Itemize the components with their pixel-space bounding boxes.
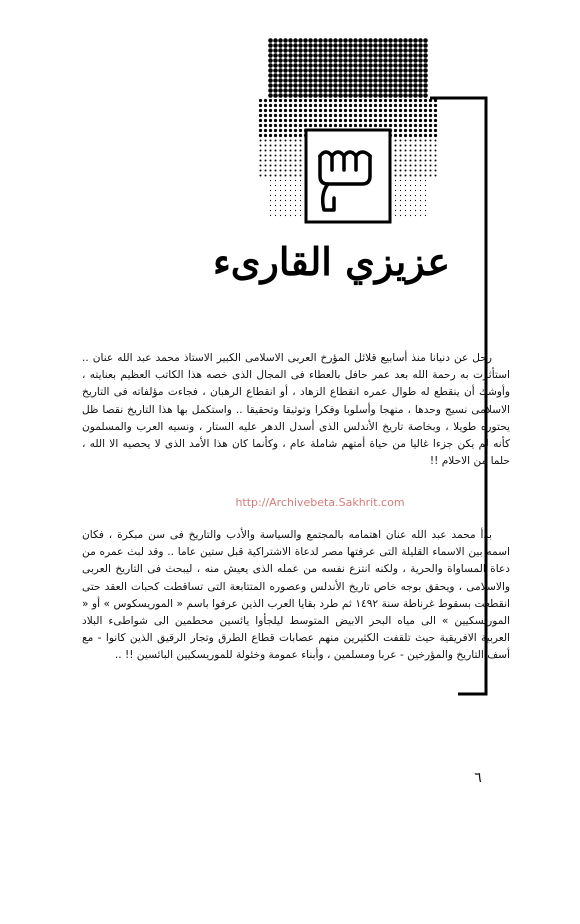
page-number: ٦ bbox=[474, 770, 482, 786]
article-paragraph-2 bbox=[82, 527, 510, 665]
paragraph-text: رحل عن دنيانا منذ أسابيع قلائل المؤرخ العربى الاسلامى الكبير الاستاذ محمد عبد الله عنان .. استأثرت به رحمة الله بعد عمر حافل بالعطاء فى المجال الذى خصه هذا الكاتب العظيم بعنايته ، وأوشك أن ينقطع له طوال عمره انقطاع الزهاد ، أو انقطاع الرهبان ، فجاءت مؤلفاته فى التاريخ الاسلامى نسيج وحدها ، منهجا وأسلوبا وفكرا وتوثيقا وتحقيقا .. واستكمل بها هذا التاريخ نقصا ظل يحتوره طويلا ، وبخاصة تاريخ الأندلس الذى أسدل الدهر عليه الستار ، ونسيه العرب والمسلمون كأنه لم يكن جزءا غاليا من حياة أمتهم شاملة عام ، وكأنما كان هذا الأمد الذى لا يحصيه الا الله ، حلما من الاحلام !! bbox=[82, 352, 510, 468]
page-title: عزيزي القارىء bbox=[212, 239, 450, 284]
paragraph-text: بدأ محمد عبد الله عنان اهتمامه بالمجتمع والسياسة والأدب والتاريخ فى سن مبكرة ، فكان اسمه بين الاسماء القليلة التى عرفتها مصر لدعاة الاشتراكية قبل ستين عاما .. وقد لبث عمره من دعاة المساواة والحرية ، ولكنه انتزع نفسه من عمله الذى يعيش منه ، ليبحث فى التاريخ العربى والاسلامى ، ويحقق بوجه خاص تاريخ الأندلس وعصوره المتتابعة التى تساقطت كحبات العقد حتى انقطعت بسقوط غرناطة سنة ١٤٩٢ ثم طرد بقايا العرب الذين عرفوا باسم « الموريسكوس » أو « الموريسكيين » الى مياه البحر الابيض المتوسط ليلجأوا يائسين محطمين الى شواطىء البلاد العربية الافريقية حيث تلقفت الكثيرين منهم عصابات قطاع الطرق وتجار الرقيق الذين كانوا - مع أسف التاريخ والمؤرخين - عربا ومسلمين ، وأبناء عمومة وخئولة للموريسكيين البائسين !! .. bbox=[82, 529, 510, 662]
archive-watermark: http://Archivebeta.Sakhrit.com bbox=[235, 496, 405, 509]
header-halftone-art bbox=[258, 38, 438, 248]
article-paragraph-1 bbox=[82, 350, 510, 470]
